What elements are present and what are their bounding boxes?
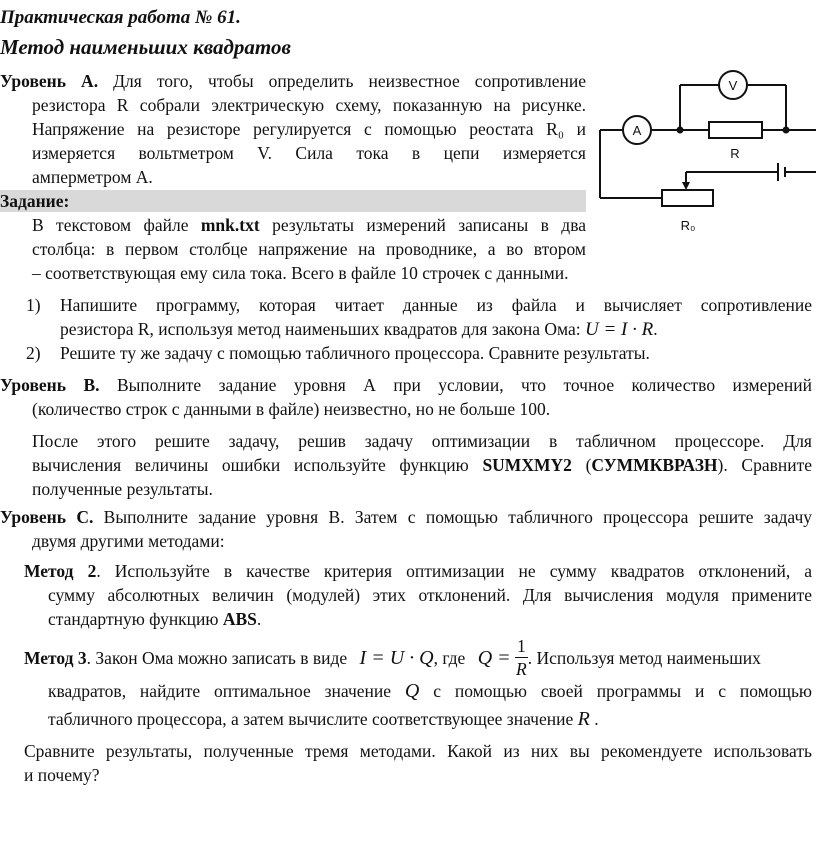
level-b-line2: (количество строк с данными в файле) неизвестно, но не больше 100.	[32, 399, 551, 419]
rheostat-slider-arrow	[682, 182, 690, 190]
method3-line2: квадратов, найдите оптимальное значение Q с помощью своей программы и с помощью	[48, 680, 813, 702]
level-b-p2-line2: вычисления величины ошибки используйте функцию SUMXMY2 (СУММКВРАЗН). Сравните	[32, 455, 813, 475]
resistor-symbol	[709, 122, 762, 138]
task-line2: столбца: в первом столбце напряжение на проводнике, а во втором	[32, 239, 586, 259]
func-abs: ABS	[222, 609, 257, 629]
method3-label: Метод 3	[24, 648, 87, 668]
rheostat-label: R₀	[680, 218, 696, 233]
item2-line: Решите ту же задачу с помощью табличного процессора. Сравните результаты.	[60, 343, 650, 363]
q-definition: Q =	[477, 647, 511, 669]
r-variable: R	[577, 708, 590, 730]
method3-formula: I = U · Q	[359, 647, 434, 669]
item1-number: 1)	[26, 295, 41, 315]
level-a-label: Уровень А.	[0, 71, 99, 91]
item2-number: 2)	[26, 343, 41, 363]
method2-line3: стандартную функцию ABS.	[48, 609, 262, 629]
item1-line1: Напишите программу, которая читает данные из файла и вычисляет сопротивление	[60, 295, 812, 315]
level-c-label: Уровень C.	[0, 507, 94, 527]
q-fraction: $\frac{1}{R}$	[516, 636, 527, 680]
method2-line1: Метод 2. Используйте в качестве критерия оптимизации не сумму квадратов отклонений, а	[24, 561, 813, 581]
level-b-line1: Уровень B. Выполните задание уровня А при условии, что точное количество измерений	[0, 375, 812, 395]
level-b-p2-line1: После этого решите задачу, решив задачу оптимизации в табличном процессоре. Для	[32, 431, 812, 451]
task-label: Задание:	[0, 191, 70, 211]
junction-left	[677, 127, 684, 134]
level-b-p2-line3: полученные результаты.	[32, 479, 213, 499]
final-question-line2: и почему?	[24, 765, 100, 785]
level-c-line1: Уровень C. Выполните задание уровня B. Затем с помощью табличного процессора решите задачу	[0, 507, 812, 527]
rheostat-symbol	[662, 190, 713, 206]
level-a-line2: резистора R собрали электрическую схему, показанную на рисунке.	[32, 95, 586, 115]
resistor-label: R	[730, 146, 740, 161]
func-sumxmy2: SUMXMY2	[482, 455, 572, 475]
method3-line3: табличного процессора, а затем вычислите соответствующее значение R .	[48, 708, 599, 730]
method2-label: Метод 2	[24, 561, 97, 581]
level-c-line2: двумя другими методами:	[32, 531, 225, 551]
method3-line1: Метод 3. Закон Ома можно записать в виде I = U · Q, где Q = $\frac{1}{R}$ . Используя метод наименьших	[24, 636, 761, 680]
level-b-label: Уровень B.	[0, 375, 100, 395]
filename: mnk.txt	[200, 215, 260, 235]
level-a-line3: Напряжение на резисторе регулируется с помощью реостата R₀ и	[32, 119, 586, 139]
item1-line2: резистора R, используя метод наименьших квадратов для закона Ома: U = I · R.	[60, 319, 658, 340]
level-a-line4: измеряется вольтметром V. Сила тока в цепи измеряется	[32, 143, 586, 163]
ohm-law-formula: U = I · R	[585, 319, 654, 340]
level-a-line5: амперметром А.	[32, 167, 153, 187]
func-summkvrazn: СУММКВРАЗН	[591, 455, 718, 475]
circuit-diagram	[596, 60, 816, 242]
final-question-line1: Сравните результаты, полученные тремя методами. Какой из них вы рекомендуете использовать	[24, 741, 812, 761]
task-header-shading	[0, 190, 586, 212]
task-line1: В текстовом файле mnk.txt результаты измерений записаны в два	[32, 215, 587, 235]
page-title: Практическая работа № 61.	[0, 7, 241, 28]
junction-right	[783, 127, 790, 134]
page-subtitle: Метод наименьших квадратов	[0, 35, 291, 59]
task-line3: – соответствующая ему сила тока. Всего в файле 10 строчек с данными.	[32, 263, 569, 283]
level-a-line1: Уровень А. Для того, чтобы определить неизвестное сопротивление	[0, 71, 587, 91]
voltmeter-label: V	[728, 78, 738, 93]
q-variable: Q	[404, 680, 420, 702]
method2-line2: сумму абсолютных величин (модулей) этих отклонений. Для вычисления модуля примените	[48, 585, 812, 605]
ammeter-label: A	[632, 123, 642, 138]
